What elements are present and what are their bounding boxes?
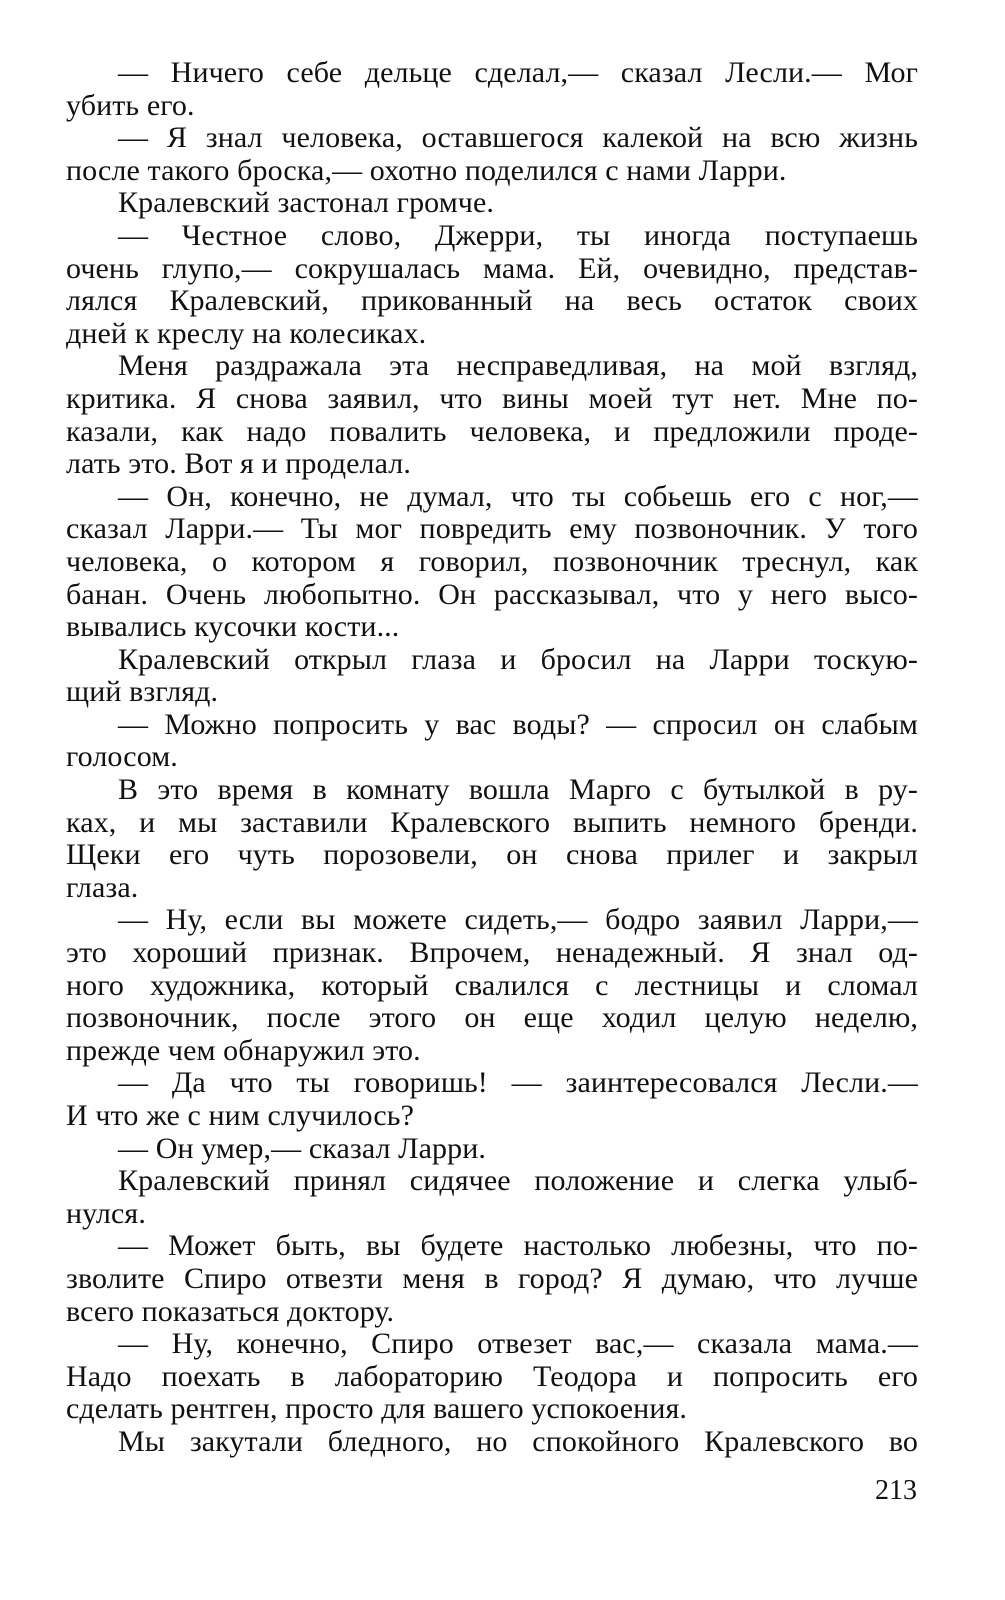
- page-number: 213: [875, 1475, 917, 1506]
- text-line: сказал Ларри.— Ты мог повредить ему позвоночник. У того: [66, 512, 918, 546]
- text-line: — Он, конечно, не думал, что ты собьешь его с ног,—: [118, 479, 918, 513]
- text-line: Надо поехать в лабораторию Теодора и попросить его: [66, 1359, 918, 1393]
- text-line: после такого броска,— охотно поделился с нами Ларри.: [66, 153, 787, 187]
- text-line: Кралевский принял сидячее положение и слегка улыб-: [118, 1164, 918, 1198]
- text-line: голосом.: [66, 740, 178, 774]
- text-line: вывались кусочки кости...: [66, 610, 400, 644]
- body-text: [66, 57, 918, 1459]
- text-line: лать это. Вот я и проделал.: [66, 447, 411, 481]
- text-line: — Ничего себе дельце сделал,— сказал Лесли.— Мог: [118, 56, 918, 89]
- text-line: сделать рентген, просто для вашего успокоения.: [66, 1392, 687, 1426]
- text-line: Щеки его чуть порозовели, он снова прилег и закрыл: [66, 838, 918, 872]
- text-line: казали, как надо повалить человека, и предложили проде-: [66, 414, 918, 448]
- text-line: лялся Кралевский, прикованный на весь остаток своих: [66, 284, 918, 318]
- text-line: ках, и мы заставили Кралевского выпить немного бренди.: [66, 805, 918, 839]
- text-line: — Может быть, вы будете настолько любезны, что по-: [118, 1229, 918, 1263]
- text-line: это хороший признак. Впрочем, ненадежный. Я знал од-: [66, 936, 918, 970]
- text-line: — Он умер,— сказал Ларри.: [118, 1131, 486, 1165]
- text-line: зволите Спиро отвезти меня в город? Я думаю, что лучше: [66, 1261, 918, 1295]
- text-line: нулся.: [66, 1196, 146, 1230]
- text-line: — Честное слово, Джерри, ты иногда поступаешь: [118, 218, 918, 252]
- text-line: Мы закутали бледного, но спокойного Кралевского во: [118, 1424, 918, 1458]
- text-line: — Я знал человека, оставшегося калекой на всю жизнь: [118, 121, 918, 155]
- text-line: всего показаться доктору.: [66, 1294, 395, 1328]
- text-line: глаза.: [66, 870, 139, 904]
- text-line: очень глупо,— сокрушалась мама. Ей, очевидно, представ-: [66, 251, 918, 285]
- text-line: дней к креслу на колесиках.: [66, 316, 427, 350]
- text-line: ного художника, который свалился с лестницы и сломал: [66, 968, 918, 1002]
- text-line: убить его.: [66, 88, 195, 122]
- text-line: — Можно попросить у вас воды? — спросил он слабым: [118, 707, 918, 741]
- text-line: — Да что ты говоришь! — заинтересовался Лесли.—: [118, 1066, 918, 1100]
- text-line: щий взгляд.: [66, 675, 219, 709]
- text-line: — Ну, если вы можете сидеть,— бодро заявил Ларри,—: [118, 903, 918, 937]
- text-line: И что же с ним случилось?: [66, 1099, 414, 1132]
- text-line: банан. Очень любопытно. Он рассказывал, что у него высо-: [66, 577, 918, 611]
- text-line: — Ну, конечно, Спиро отвезет вас,— сказала мама.—: [118, 1327, 918, 1361]
- text-line: Меня раздражала эта несправедливая, на мой взгляд,: [118, 349, 918, 383]
- text-line: человека, о котором я говорил, позвоночник треснул, как: [66, 544, 918, 578]
- text-line: Кралевский застонал громче.: [118, 186, 494, 220]
- text-line: критика. Я снова заявил, что вины моей тут нет. Мне по-: [66, 381, 918, 415]
- text-line: прежде чем обнаружил это.: [66, 1033, 421, 1067]
- text-line: В это время в комнату вошла Марго с бутылкой в ру-: [118, 773, 918, 807]
- text-line: позвоночник, после этого он еще ходил целую неделю,: [66, 1001, 918, 1035]
- text-line: Кралевский открыл глаза и бросил на Ларри тоскую-: [118, 642, 918, 676]
